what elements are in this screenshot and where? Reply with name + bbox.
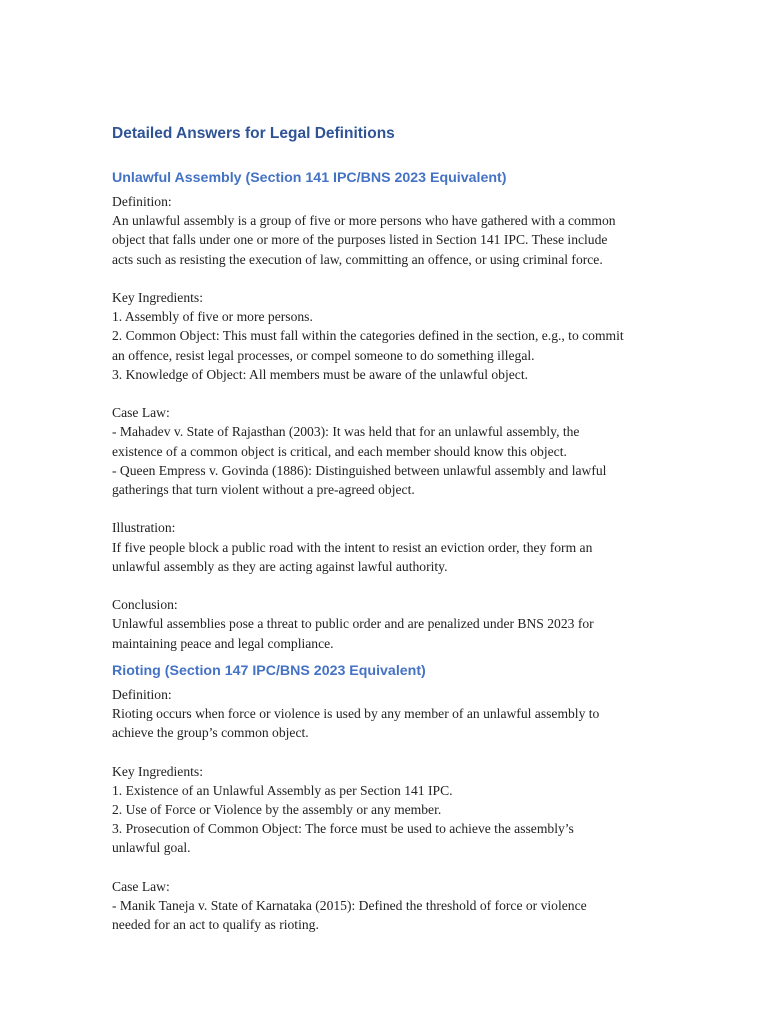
ingredient-line: unlawful goal.	[112, 840, 191, 856]
ingredient-line: 2. Common Object: This must fall within the categories defined in the section, e.g., to commit	[112, 328, 624, 344]
illustration-line: If five people block a public road with the intent to resist an eviction order, they form an	[112, 539, 593, 555]
caselaw-block	[112, 877, 672, 935]
definition-line: acts such as resisting the execution of law, committing an offence, or using criminal force.	[112, 251, 603, 267]
ingredient-line: 3. Prosecution of Common Object: The force must be used to achieve the assembly’s	[112, 821, 574, 837]
illustration-line: unlawful assembly as they are acting against lawful authority.	[112, 558, 448, 574]
conclusion-line: Unlawful assemblies pose a threat to public order and are penalized under BNS 2023 for	[112, 616, 594, 632]
ingredient-line: 1. Assembly of five or more persons.	[112, 309, 313, 325]
definition-block	[112, 192, 672, 269]
section-unlawful-assembly	[112, 166, 672, 653]
ingredient-line: an offence, resist legal processes, or compel someone to do something illegal.	[112, 347, 535, 363]
conclusion-block	[112, 595, 672, 653]
illustration-label: Illustration:	[112, 520, 176, 536]
section-rioting	[112, 659, 672, 935]
caselaw-line: existence of a common object is critical, and each member should know this object.	[112, 443, 567, 459]
illustration-block	[112, 518, 672, 576]
document-title: Detailed Answers for Legal Definitions	[112, 125, 395, 142]
conclusion-line: maintaining peace and legal compliance.	[112, 635, 334, 651]
definition-label: Definition:	[112, 686, 172, 702]
definition-line: object that falls under one or more of the purposes listed in Section 141 IPC. These include	[112, 232, 608, 248]
definition-block	[112, 685, 672, 743]
ingredients-block	[112, 288, 672, 384]
caselaw-block	[112, 403, 672, 499]
section-heading: Rioting (Section 147 IPC/BNS 2023 Equivalent)	[112, 662, 426, 679]
caselaw-line: - Queen Empress v. Govinda (1886): Distinguished between unlawful assembly and lawful	[112, 462, 607, 478]
caselaw-line: - Manik Taneja v. State of Karnataka (2015): Defined the threshold of force or violence	[112, 898, 587, 914]
ingredients-label: Key Ingredients:	[112, 763, 203, 779]
document-page	[112, 120, 672, 934]
caselaw-label: Case Law:	[112, 405, 170, 421]
definition-line: achieve the group’s common object.	[112, 725, 309, 741]
caselaw-line: needed for an act to qualify as rioting.	[112, 917, 319, 933]
definition-line: Rioting occurs when force or violence is used by any member of an unlawful assembly to	[112, 706, 600, 722]
ingredient-line: 2. Use of Force or Violence by the assembly or any member.	[112, 802, 442, 818]
caselaw-label: Case Law:	[112, 878, 170, 894]
definition-line: An unlawful assembly is a group of five or more persons who have gathered with a common	[112, 213, 616, 229]
ingredient-line: 3. Knowledge of Object: All members must be aware of the unlawful object.	[112, 366, 529, 382]
ingredient-line: 1. Existence of an Unlawful Assembly as per Section 141 IPC.	[112, 782, 453, 798]
ingredients-block	[112, 762, 672, 858]
caselaw-line: gatherings that turn violent without a pre-agreed object.	[112, 482, 415, 498]
conclusion-label: Conclusion:	[112, 597, 178, 613]
ingredients-label: Key Ingredients:	[112, 290, 203, 305]
section-heading: Unlawful Assembly (Section 141 IPC/BNS 2023 Equivalent)	[112, 170, 507, 186]
caselaw-line: - Mahadev v. State of Rajasthan (2003): It was held that for an unlawful assembly, the	[112, 424, 580, 440]
definition-label: Definition:	[112, 194, 172, 209]
